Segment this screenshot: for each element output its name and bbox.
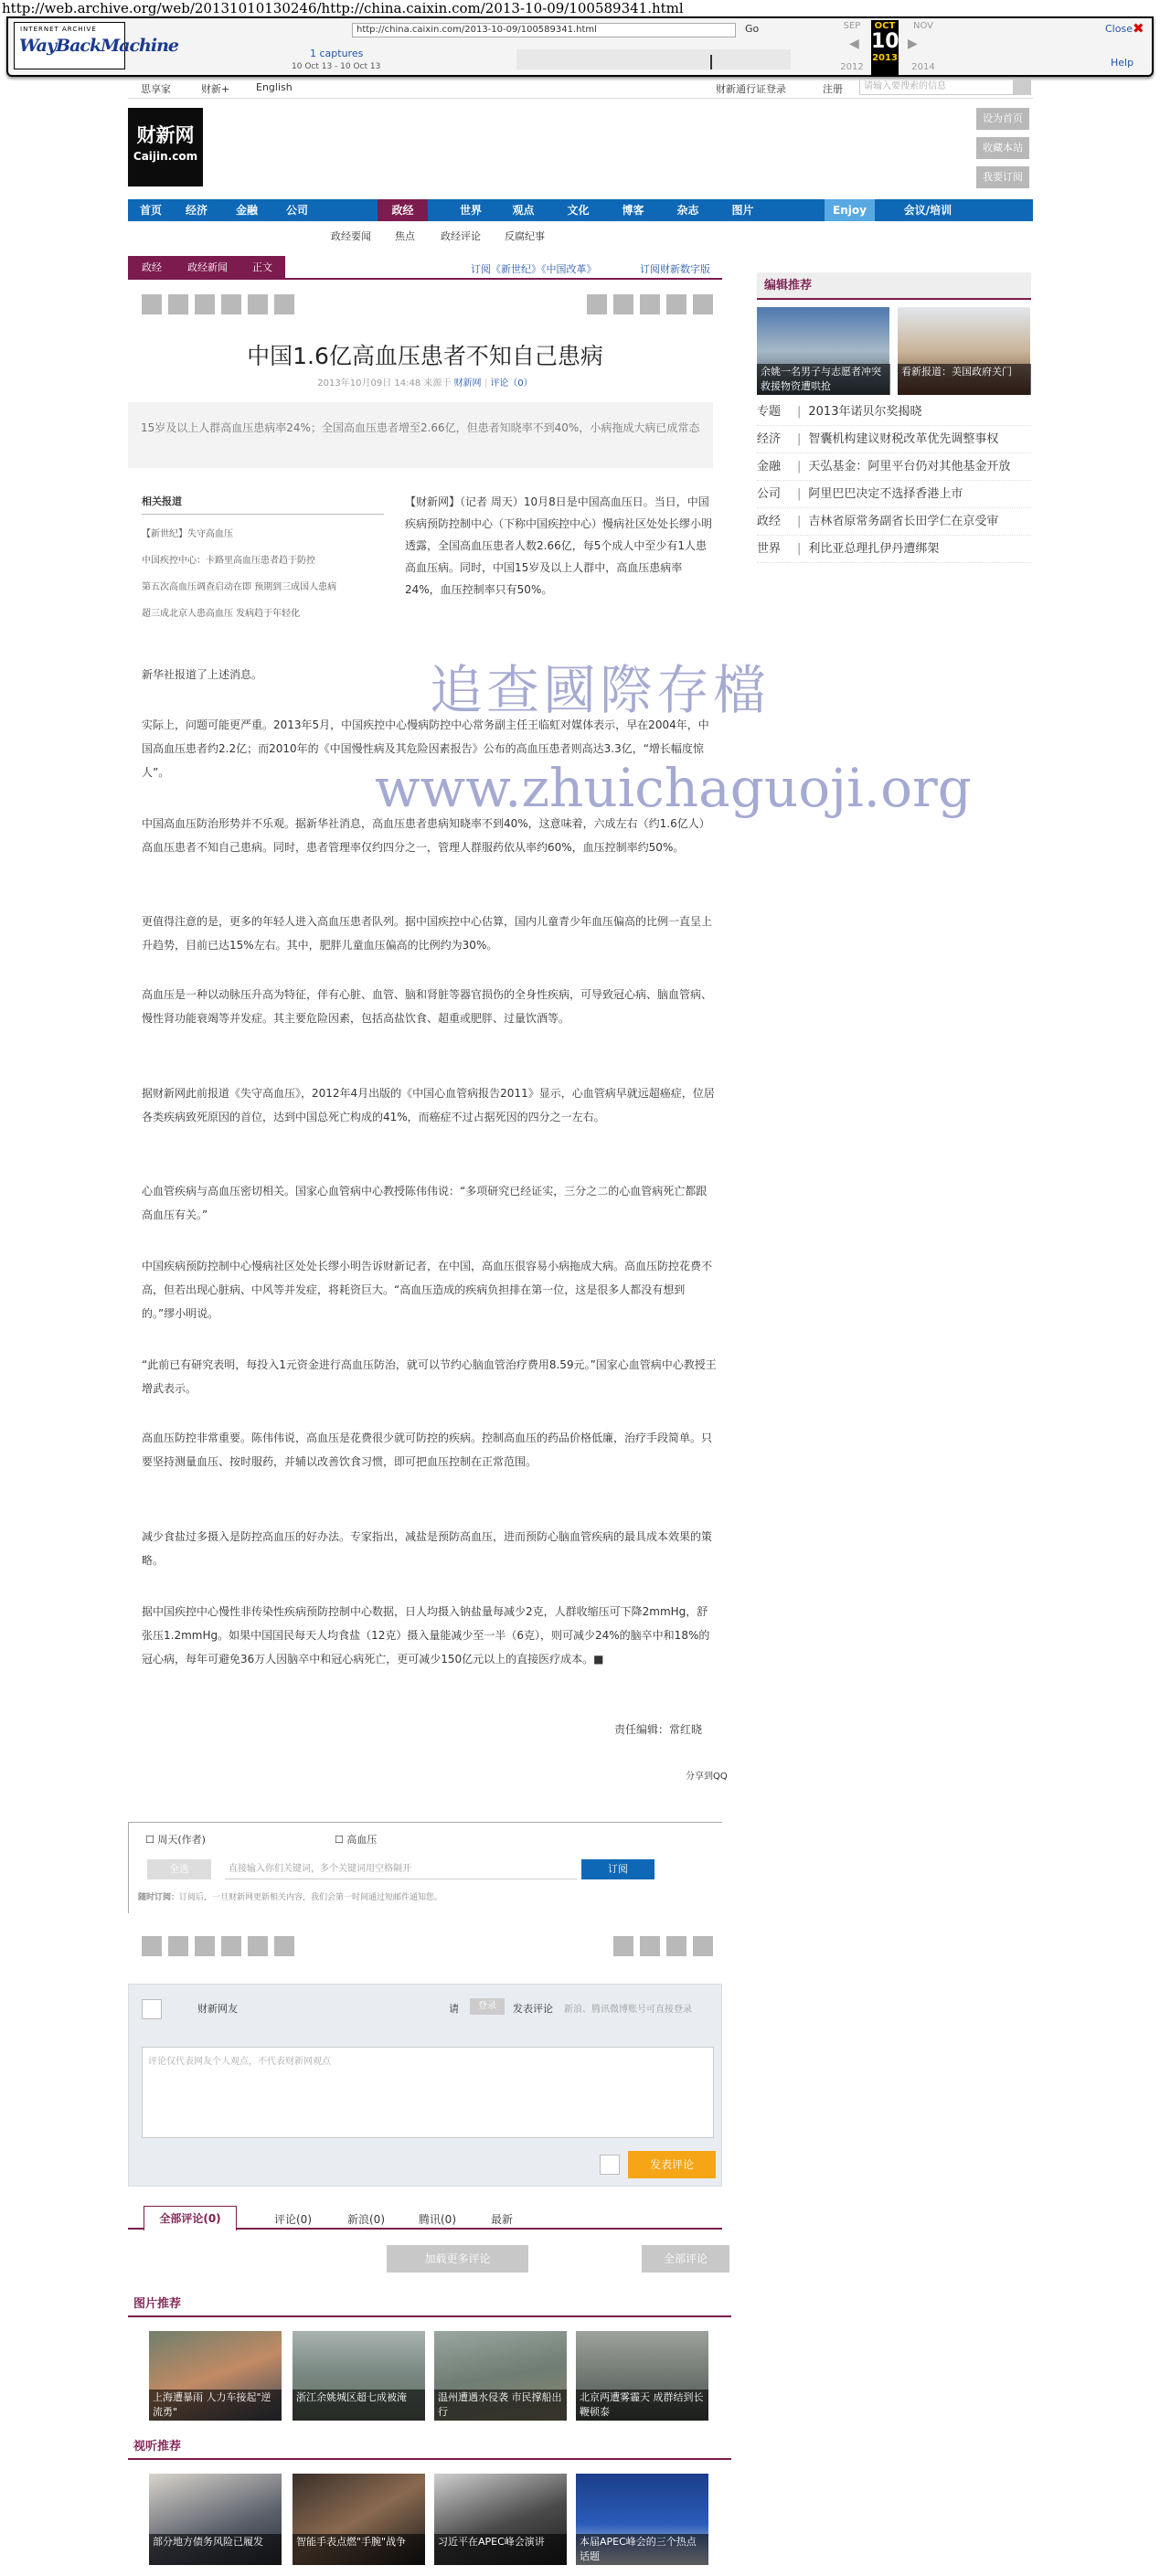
related-item[interactable]: 超三成北京人患高血压 发病趋于年轻化 [142, 609, 301, 619]
prev-arrow-icon[interactable]: ◀ [849, 37, 859, 51]
subnav-commentary[interactable]: 政经评论 [441, 230, 481, 242]
nav-item-politics[interactable]: 政经 [378, 199, 428, 221]
editor-rec-row[interactable]: 公司 | 阿里巴巴决定不选择香港上市 [757, 481, 1031, 508]
author-checkbox-label: 周天(作者) [157, 1834, 206, 1846]
rec-text: 天弘基金：阿里平台仍对其他基金开放 [808, 460, 1011, 474]
video-caption: 部分地方债务风险已履发 [149, 2534, 282, 2565]
subscribe-note-label: 随时订阅： [138, 1893, 180, 1902]
rec-tag: 专题 [757, 405, 782, 419]
logo-cn: 财新网 [136, 124, 195, 146]
editor-rec-photo[interactable] [898, 307, 1031, 395]
share-button[interactable] [248, 294, 268, 314]
register-link[interactable]: 注册 [823, 83, 843, 95]
caixin-logo[interactable] [128, 108, 203, 186]
video-rec-item[interactable] [576, 2474, 708, 2565]
keyword-input[interactable]: 直接输入你们关键词，多个关键词用空格隔开 [225, 1859, 577, 1879]
tab-tencent-comments[interactable]: 腾讯(0) [419, 2213, 456, 2226]
article-comments-link[interactable]: 评论（0） [490, 378, 533, 389]
site-search-input[interactable]: 请输入要搜索的信息 [859, 79, 1031, 95]
subscribe-note [138, 1890, 442, 1902]
logo-en: Caijin.com [133, 150, 198, 163]
related-title: 相关报道 [142, 494, 384, 515]
next-arrow-icon[interactable]: ▶ [908, 37, 918, 51]
editor-rec-row[interactable]: 政经 | 吉林省原常务副省长田学仁在京受审 [757, 508, 1031, 536]
tab-caixin-comments[interactable]: 评论(0) [274, 2213, 312, 2226]
rec-text: 吉林省原常务副省长田学仁在京受审 [808, 515, 999, 528]
article-title: 中国1.6亿高血压患者不知自己患病 [247, 343, 603, 369]
side-buttons [976, 108, 1029, 196]
article-paragraph: 据中国疾控中心慢性非传染性疾病预防控制中心数据，日人均摄入钠盐量每减少2克，人群收缩压可下降2mmHg，舒张压1.2mmHg。如果中国国民每天人均食盐（12克）摄入量能减少至一半（6克），则可减少24%的脑卒中和18%的冠心病，每年可避免36万人因脑卒中和冠心病死亡，更可减少150亿元以上的直接医疗成本。■ [142, 1605, 710, 1666]
photo-caption: 温州遭遇水侵袭 市民撑船出行 [434, 2390, 567, 2421]
article-meta: 2013年10月09日 14:48 来源于 财新网 | 评论（0） [317, 378, 533, 389]
photo-rec-title: 图片推荐 [128, 2292, 731, 2317]
nav-item-opinion[interactable]: 观点 [512, 204, 535, 217]
share-button[interactable] [195, 1936, 215, 1956]
captures-link[interactable]: 1 captures [310, 48, 364, 59]
bookmark-button[interactable]: 收藏本站 [976, 137, 1029, 159]
photo-caption: 北京两遭雾霾天 成群结到长鞭顿泰 [576, 2390, 708, 2421]
publish-prompt: 发表评论 [513, 2003, 553, 2015]
responsible-editor: 责任编辑：常红晓 [614, 1723, 703, 1736]
rec-tag: 政经 [757, 515, 782, 528]
all-comments-button[interactable]: 全部评论 [642, 2245, 729, 2273]
login-button[interactable]: 登录 [470, 1998, 505, 2015]
tab-latest-comments[interactable]: 最新 [491, 2213, 514, 2226]
top-link-sixiangjia[interactable]: 思享家 [141, 83, 171, 95]
editor-recommendations [757, 272, 1031, 563]
text-tool-button[interactable] [693, 1936, 713, 1956]
top-link-caixinplus[interactable]: 财新+ [201, 83, 230, 95]
wayback-toolbar [6, 16, 1154, 77]
author-checkbox[interactable]: ☐ 周天(作者) [145, 1834, 206, 1846]
share-button[interactable] [168, 1936, 188, 1956]
nav-item-enjoy[interactable]: Enjoy [825, 199, 875, 221]
keyword-checkbox-label: 高血压 [346, 1834, 378, 1846]
tab-sina-comments[interactable]: 新浪(0) [347, 2213, 385, 2226]
article-date: 2013年10月09日 14:48 来源于 [317, 378, 452, 389]
subscribe-note-text: 订阅后，一旦财新网更新相关内容，我们会第一时间通过短邮件通知您。 [179, 1893, 443, 1902]
subnav-focus[interactable]: 焦点 [395, 230, 415, 242]
keyword-checkbox[interactable]: ☐ 高血压 [335, 1834, 378, 1846]
order-button[interactable]: 订阅 [581, 1859, 654, 1879]
video-rec-item[interactable] [293, 2474, 425, 2565]
submit-comment-button[interactable]: 发表评论 [628, 2151, 716, 2178]
editor-rec-row[interactable]: 金融 | 天弘基金：阿里平台仍对其他基金开放 [757, 453, 1031, 481]
nav-item-companies[interactable]: 公司 [285, 204, 308, 217]
rec-text: 阿里巴巴决定不选择香港上市 [808, 487, 963, 501]
wayback-go-button[interactable]: Go [745, 23, 760, 35]
photo-caption: 余姚一名男子与志愿者冲突 救援物资遭哄抢 [757, 364, 890, 395]
article-paragraph: 更值得注意的是，更多的年轻人进入高血压患者队列。据中国疾控中心估算，国内儿童青少年血压偏高的比例一直呈上升趋势，目前已达15%左右。其中，肥胖儿童血压偏高的比例约为30%。 [142, 915, 713, 952]
rec-tag: 公司 [757, 487, 782, 501]
breadcrumb-article: 正文 [239, 256, 285, 280]
prev-month[interactable]: SEP [843, 21, 861, 31]
video-caption: 智能手表点燃"手腕"战争 [293, 2534, 425, 2565]
article-paragraph: “此前已有研究表明，每投入1元资金进行高血压防治，就可以节约心脑血管治疗费用8.59元。”国家心血管病中心教授王增武表示。 [142, 1358, 717, 1395]
photo-rec-item[interactable] [576, 2331, 708, 2421]
share-button[interactable] [274, 294, 294, 314]
nav-item-conference[interactable]: 会议/培训 [903, 204, 952, 217]
share-to-qq[interactable]: 分享到QQ [686, 1772, 728, 1782]
article-paragraph: 高血压是一种以动脉压升高为特征，伴有心脏、血管、脑和肾脏等器官损伤的全身性疾病，可导致冠心病、脑血管病、慢性肾功能衰竭等并发症。其主要危险因素，包括高盐饮食、超重或肥胖、过量饮酒等。 [142, 988, 713, 1025]
search-icon[interactable] [1013, 79, 1031, 95]
top-link-english[interactable]: English [256, 81, 293, 93]
article-source[interactable]: 财新网 [453, 378, 482, 389]
wayback-logo[interactable] [14, 22, 178, 69]
editor-rec-title: 编辑推荐 [757, 272, 1031, 300]
text-tool-button[interactable] [587, 294, 607, 314]
rec-text: 2013年诺贝尔奖揭晓 [808, 405, 922, 419]
photo-rec-item[interactable] [149, 2331, 282, 2421]
captures-range: 10 Oct 13 - 10 Oct 13 [292, 62, 381, 71]
load-more-comments-button[interactable]: 加载更多评论 [387, 2245, 528, 2273]
video-caption: 本届APEC峰会的三个热点话题 [576, 2534, 708, 2565]
subscribe-magazines-link[interactable]: 订阅《新世纪》《中国改革》 [471, 263, 597, 275]
editor-rec-pics [757, 307, 1031, 399]
text-tool-button[interactable] [693, 294, 713, 314]
current-day: 10 [871, 30, 899, 53]
share-button[interactable] [274, 1936, 294, 1956]
archive-url: http://web.archive.org/web/20131010130246/http://china.caixin.com/2013-10-09/100589341.html [0, 0, 1160, 16]
nav-item-magazine[interactable]: 杂志 [676, 204, 699, 217]
text-tool-button[interactable] [666, 1936, 686, 1956]
editor-rec-row[interactable]: 世界 | 利比亚总理扎伊丹遭绑架 [757, 536, 1031, 563]
avatar [142, 1999, 162, 2019]
text-tool-button[interactable] [640, 1936, 660, 1956]
next-year[interactable]: 2014 [911, 62, 935, 72]
share-button[interactable] [142, 294, 162, 314]
share-button[interactable] [195, 294, 215, 314]
passport-login-link[interactable]: 财新通行证登录 [716, 83, 786, 95]
nav-item-blog[interactable]: 博客 [622, 204, 644, 217]
photo-rec-item[interactable] [434, 2331, 567, 2421]
keyword-subscribe-box [128, 1822, 722, 1913]
article-paragraph: 高血压防控非常重要。陈伟伟说，高血压是花费很少就可防控的疾病。控制高血压的药品价格低廉，治疗手段简单。只要坚持测量血压、按时服药，并辅以改善饮食习惯，即可把血压控制在正常范围。 [142, 1432, 713, 1468]
breadcrumb-politics[interactable]: 政经 [128, 256, 176, 280]
article-paragraph: 据财新网此前报道《失守高血压》，2012年4月出版的《中国心血管病报告2011》显示，心血管病早就远超癌症，位居各类疾病致死原因的首位，达到中国总死亡构成的41%，而癌症不过占据死因的四分之一左右。 [142, 1087, 715, 1123]
prev-year[interactable]: 2012 [840, 62, 864, 72]
wayback-logo-top: INTERNET ARCHIVE [20, 26, 97, 33]
article-paragraph: 中国高血压防治形势并不乐观。据新华社消息，高血压患者患病知晓率不到40%，这意味着，六成左右（约1.6亿人）高血压患者不知自己患病。同时，患者管理率仅约四分之一，管理人群服药依从率约60%，血压控制率约50%。 [142, 817, 710, 854]
related-item[interactable]: 【新世纪】失守高血压 [142, 529, 233, 539]
related-item[interactable]: 中国疾控中心：卡路里高血压患者趋于防控 [142, 556, 315, 566]
main-nav [128, 199, 1033, 221]
subscribe-digital-link[interactable]: 订阅财新数字版 [640, 263, 710, 275]
related-reports [142, 494, 384, 632]
current-month: OCT [874, 21, 896, 31]
article-paragraph: 减少食盐过多摄入是防控高血压的好办法。专家指出，减盐是预防高血压，进而预防心脑血管疾病的最具成本效果的策略。 [142, 1530, 713, 1567]
share-button[interactable] [221, 1936, 241, 1956]
current-capture-date [871, 20, 899, 75]
wayback-close-link[interactable]: Close [1105, 23, 1133, 35]
breadcrumb-news[interactable]: 政经新闻 [176, 256, 239, 280]
header-divider [128, 98, 1033, 99]
emoji-icon[interactable] [600, 2155, 620, 2175]
login-prompt: 请 [449, 2003, 459, 2015]
watermark-url: www.zhuichaguoji.org [375, 757, 972, 819]
text-tool-button[interactable] [640, 294, 660, 314]
watermark-text: 追查國際存檔 [430, 659, 771, 721]
article-lead: 【财新网】（记者 周天）10月8日是中国高血压日。当日，中国疾病预防控制中心（下称中国疾控中心）慢病社区处处长缪小明透露，全国高血压患者人数2.66亿，每5个成人中至少有1人患高血压病。同时，中国15岁及以上人群中，高血压患病率24%，血压控制率只有50%。 [405, 495, 713, 596]
video-rec-item[interactable] [434, 2474, 567, 2565]
photo-caption: 看新报道：美国政府关门 [898, 364, 1031, 395]
share-button[interactable] [221, 294, 241, 314]
video-caption: 习近平在APEC峰会演讲 [434, 2534, 567, 2565]
nav-item-finance[interactable]: 金融 [235, 204, 258, 217]
close-icon[interactable]: ✖ [1133, 20, 1144, 37]
related-item[interactable]: 第五次高血压调查启动在即 预期到三成国人患病 [142, 582, 337, 592]
editor-rec-row[interactable]: 专题 | 2013年诺贝尔奖揭晓 [757, 399, 1031, 426]
next-month[interactable]: NOV [912, 21, 934, 31]
set-homepage-button[interactable]: 设为首页 [976, 108, 1029, 130]
text-tool-button[interactable] [613, 1936, 633, 1956]
nav-item-photos[interactable]: 图片 [731, 204, 754, 217]
editor-rec-row[interactable]: 经济 | 智囊机构建议财税改革优先调整事权 [757, 426, 1031, 453]
photo-caption: 浙江余姚城区超七成被淹 [293, 2390, 425, 2421]
article-paragraph: 新华社报道了上述消息。 [142, 668, 263, 681]
comment-box [128, 1984, 722, 2187]
capture-tick [710, 55, 712, 69]
subscribe-button[interactable]: 我要订阅 [976, 166, 1029, 188]
text-tool-button[interactable] [666, 294, 686, 314]
article-paragraph: 实际上，问题可能更严重。2013年5月，中国疾控中心慢病防控中心常务副主任王临虹对媒体表示，早在2004年，中国高血压患者约2.2亿；而2010年的《中国慢性病及其危险因素报告》公布的高血压患者则高达3.3亿，“增长幅度惊人”。 [142, 719, 709, 779]
nav-item-economy[interactable]: 经济 [185, 204, 208, 217]
rec-tag: 金融 [757, 460, 782, 474]
comment-tabs [128, 2206, 722, 2230]
article-paragraph: 心血管疾病与高血压密切相关。国家心血管病中心教授陈伟伟说：“多项研究已经证实，三分之二的心血管病死亡都跟高血压有关。” [142, 1185, 708, 1221]
wayback-url-input[interactable]: http://china.caixin.com/2013-10-09/100589341.html [352, 23, 736, 37]
select-all-button[interactable]: 全选 [147, 1859, 211, 1879]
text-tool-button[interactable] [613, 294, 633, 314]
tab-all-comments[interactable]: 全部评论(0) [144, 2206, 237, 2230]
wayback-help-link[interactable]: Help [1111, 57, 1134, 69]
share-button[interactable] [248, 1936, 268, 1956]
rec-text: 智囊机构建议财税改革优先调整事权 [808, 432, 999, 446]
share-button[interactable] [142, 1936, 162, 1956]
editor-rec-photo[interactable] [757, 307, 890, 395]
rec-tag: 经济 [757, 432, 782, 446]
weibo-login-link[interactable]: 新浪、腾讯微博账号可直接登录 [564, 2005, 692, 2015]
nav-item-home[interactable]: 首页 [139, 204, 162, 217]
photo-caption: 上海遭暴雨 人力车接起"逆流勇" [149, 2390, 282, 2421]
video-rec-item[interactable] [149, 2474, 282, 2565]
photo-rec-item[interactable] [293, 2331, 425, 2421]
subnav-politics-news[interactable]: 政经要闻 [331, 230, 371, 242]
rec-text: 利比亚总理扎伊丹遭绑架 [808, 542, 940, 556]
commenter-name: 财新网友 [197, 2003, 238, 2015]
nav-item-world[interactable]: 世界 [459, 204, 482, 217]
nav-item-culture[interactable]: 文化 [567, 204, 590, 217]
video-rec-title: 视听推荐 [128, 2434, 731, 2460]
article-paragraph: 中国疾病预防控制中心慢病社区处处长缪小明告诉财新记者，在中国，高血压很容易小病拖成大病。高血压防控花费不高，但若出现心脏病、中风等并发症，将耗资巨大。“高血压造成的疾病负担排在第一位，这是很多人都没有想到的。”缪小明说。 [142, 1260, 713, 1320]
sub-nav [329, 223, 695, 245]
capture-sparkline[interactable] [516, 49, 791, 69]
comment-textarea[interactable]: 评论仅代表网友个人观点，不代表财新网观点 [142, 2047, 714, 2138]
subnav-anticorruption[interactable]: 反腐纪事 [505, 230, 545, 242]
rec-tag: 世界 [757, 542, 782, 556]
article-summary: 15岁及以上人群高血压患病率24%；全国高血压患者增至2.66亿，但患者知晓率不到40%，小病拖成大病已成常态 [128, 402, 713, 468]
wayback-logo-main: WayBackMachine [19, 36, 178, 56]
breadcrumb [128, 256, 722, 280]
current-year: 2013 [872, 53, 898, 63]
share-button[interactable] [168, 294, 188, 314]
